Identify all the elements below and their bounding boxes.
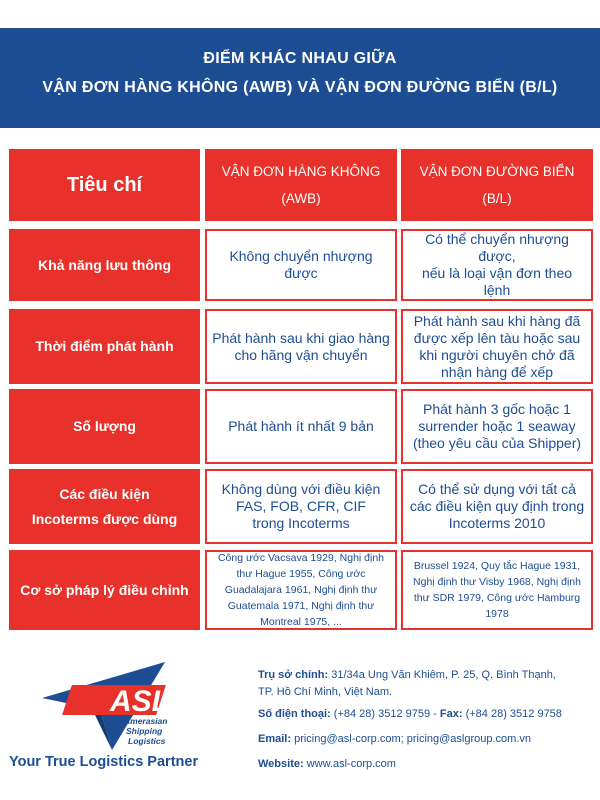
bl-issue-time-line: khi người chuyên chở đã xyxy=(419,346,575,363)
fax-value: (+84 28) 3512 9758 xyxy=(462,708,562,720)
awb-legal-basis-line: Montreal 1975, ... xyxy=(260,616,342,628)
awb-column-abbr: (AWB) xyxy=(281,191,321,206)
bl-legal-basis-line: thư SDR 1979, Công ước Hamburg xyxy=(413,592,581,604)
fax-label: Fax: xyxy=(439,708,463,720)
title-line-1: ĐIỂM KHÁC NHAU GIỮA xyxy=(203,50,397,67)
row-label-incoterms-line: Các điều kiện xyxy=(59,485,150,502)
phone-info xyxy=(258,706,562,723)
bl-quantity-line: Phát hành 3 gốc hoặc 1 xyxy=(423,401,571,417)
website-label: Website: xyxy=(258,758,304,770)
logo-sub-2: Shipping xyxy=(126,726,163,736)
row-label-issue-time: Thời điểm phát hành xyxy=(9,309,200,384)
logo-text: ASL xyxy=(110,685,170,718)
hq-value-1: 31/34a Ung Văn Khiêm, P. 25, Q. Bình Thạnh, xyxy=(328,669,556,681)
bl-legal-basis-line: 1978 xyxy=(485,608,509,620)
hq-value-2: TP. Hồ Chí Minh, Việt Nam. xyxy=(258,686,393,698)
bl-legal-basis-line: Brussel 1924, Quy tắc Hague 1931, xyxy=(413,560,581,572)
awb-column-title: VẬN ĐƠN HÀNG KHÔNG xyxy=(221,164,381,179)
awb-legal-basis-line: Guatemala 1971, Nghị định thư xyxy=(227,600,375,612)
awb-incoterms-line: FAS, FOB, CFR, CIF xyxy=(236,498,366,514)
email-value[interactable]: pricing@asl-corp.com; pricing@aslgroup.com.vn xyxy=(291,733,531,745)
criteria-header: Tiêu chí xyxy=(9,149,200,221)
phone-value: (+84 28) 3512 9759 - xyxy=(330,708,440,720)
email-label: Email: xyxy=(258,733,292,745)
bl-issue-time-line: nhận hàng để xếp xyxy=(440,363,554,380)
phone-label: Số điện thoại: xyxy=(258,708,331,720)
email-info xyxy=(258,731,531,748)
bl-column-header xyxy=(401,149,593,221)
awb-legal-basis xyxy=(205,550,397,630)
title-line-2: VẬN ĐƠN HÀNG KHÔNG (AWB) VÀ VẬN ĐƠN ĐƯỜNG BIỂN (B/L) xyxy=(42,79,558,96)
bl-issue-time xyxy=(401,309,593,384)
awb-legal-basis-line: thư Hague 1955, Công ước xyxy=(236,568,366,580)
bl-column-title: VẬN ĐƠN ĐƯỜNG BIỂN xyxy=(419,164,575,179)
hq-info xyxy=(258,667,556,701)
bl-quantity-line: surrender hoặc 1 seaway xyxy=(418,418,576,434)
row-label-quantity: Số lượng xyxy=(9,389,200,464)
awb-column-header xyxy=(205,149,397,221)
row-label-incoterms-line: Incoterms được dùng xyxy=(31,510,178,527)
row-label-incoterms xyxy=(9,469,200,544)
logo-sub-3: Logistics xyxy=(128,736,166,746)
tagline: Your True Logistics Partner xyxy=(9,754,199,770)
bl-quantity-line: (theo yêu cầu của Shipper) xyxy=(412,435,582,451)
asl-logo xyxy=(40,660,190,750)
bl-quantity xyxy=(401,389,593,464)
bl-issue-time-line: được xếp lên tàu hoặc sau xyxy=(413,329,581,346)
logo-sub-1: Amerasian xyxy=(124,716,168,726)
awb-issue-time-line: Phát hành sau khi giao hàng xyxy=(212,329,390,346)
bl-legal-basis-line: Nghị định thư Visby 1968, Nghị định xyxy=(413,576,581,588)
website-info xyxy=(258,756,396,773)
awb-circulation: Không chuyển nhượng được xyxy=(205,229,397,301)
row-label-circulation: Khả năng lưu thông xyxy=(9,229,200,301)
row-label-legal-basis: Cơ sở pháp lý điều chỉnh xyxy=(9,550,200,630)
bl-incoterms xyxy=(401,469,593,544)
bl-circulation-line: nếu là loại vận đơn theo lệnh xyxy=(421,265,573,298)
bl-issue-time-line: Phát hành sau khi hàng đã xyxy=(413,312,581,329)
title-banner xyxy=(0,28,600,128)
awb-incoterms xyxy=(205,469,397,544)
bl-incoterms-line: các điều kiện quy định trong xyxy=(409,498,585,514)
website-value[interactable]: www.asl-corp.com xyxy=(303,758,396,770)
bl-legal-basis xyxy=(401,550,593,630)
awb-issue-time xyxy=(205,309,397,384)
bl-incoterms-line: Incoterms 2010 xyxy=(448,515,546,531)
awb-incoterms-line: trong Incoterms xyxy=(252,515,350,531)
awb-issue-time-line: cho hãng vận chuyển xyxy=(234,346,368,363)
bl-circulation xyxy=(401,229,593,301)
bl-circulation-line: Có thể chuyển nhượng được, xyxy=(425,231,569,264)
bl-incoterms-line: Có thể sử dụng với tất cả xyxy=(418,481,576,497)
bl-column-abbr: (B/L) xyxy=(482,191,512,206)
awb-legal-basis-line: Guadalajara 1961, Nghị định thư xyxy=(224,584,378,596)
awb-quantity: Phát hành ít nhất 9 bản xyxy=(205,389,397,464)
hq-label: Trụ sở chính: xyxy=(258,669,329,681)
awb-legal-basis-line: Công ước Vacsava 1929, Nghị định xyxy=(217,552,385,564)
awb-incoterms-line: Không dùng với điều kiện xyxy=(221,481,381,497)
